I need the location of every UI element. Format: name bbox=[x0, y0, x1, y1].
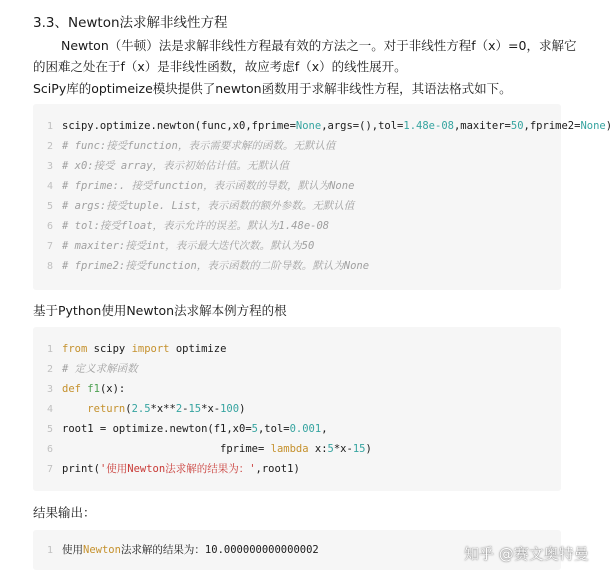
output-label: 结果输出： bbox=[33, 505, 96, 520]
code-text: print( bbox=[62, 463, 100, 475]
code-text: *x- bbox=[333, 443, 353, 455]
code-comment: # x0:接受 array，表示初始估计值。无默认值 bbox=[62, 160, 290, 172]
intro-paragraph-line-3: SciPy库的optimeize模块提供了newton函数用于求解非线性方程，其语法格式如下。 bbox=[33, 81, 512, 96]
intro-text-1: Newton（牛顿）法是求解非线性方程最有效的方法之一。对于非线性方程f（x）=0，求解它 bbox=[61, 38, 577, 53]
line-number: 2 bbox=[46, 364, 53, 375]
code-comment: # fprime:. 接受function，表示函数的导数，默认为None bbox=[62, 180, 355, 192]
code-keyword: lambda bbox=[270, 443, 309, 455]
intro-paragraph-line-2: 的困难之处在于f（x）是非线性函数，故应考虑f（x）的线性展开。 bbox=[33, 59, 407, 74]
code-text: (x): bbox=[99, 383, 126, 395]
code-line bbox=[33, 459, 561, 479]
code-comment: # func:接受function，表示需要求解的函数。无默认值 bbox=[62, 140, 336, 152]
code-number: 2 bbox=[175, 403, 183, 415]
code-text: ,args=(),tol= bbox=[321, 120, 404, 132]
code-comment: # tol:接受float，表示允许的误差。默认为1.48e-08 bbox=[62, 220, 330, 232]
zhihu-watermark: 知乎 @赛文奥特曼 bbox=[464, 545, 589, 563]
code-number: 50 bbox=[510, 120, 524, 132]
line-number: 4 bbox=[46, 181, 53, 192]
code-number: 0.001 bbox=[289, 423, 322, 435]
intro-paragraph-line-1 bbox=[33, 36, 593, 56]
code-string: '使用Newton法求解的结果为：' bbox=[99, 463, 256, 475]
code-block-syntax[interactable] bbox=[33, 104, 612, 290]
line-number: 7 bbox=[46, 241, 53, 252]
code-text: *x- bbox=[201, 403, 221, 415]
code-text: ,fprime2= bbox=[523, 120, 581, 132]
code-number: 15 bbox=[188, 403, 202, 415]
line-number: 1 bbox=[46, 545, 53, 556]
code-highlight: Newton bbox=[83, 544, 121, 556]
code-function-name: f1 bbox=[87, 383, 100, 395]
line-number: 3 bbox=[46, 161, 53, 172]
code-text: 法求解的结果为：10.000000000000002 bbox=[120, 544, 319, 556]
code-text: , bbox=[321, 423, 328, 435]
code-lines bbox=[33, 116, 612, 276]
code-number: 15 bbox=[352, 443, 366, 455]
code-line bbox=[33, 216, 561, 236]
code-text: ) bbox=[365, 443, 372, 455]
code-text: 使用 bbox=[62, 544, 83, 556]
code-number: 5 bbox=[251, 423, 258, 435]
code-line bbox=[33, 176, 561, 196]
code-number: 1.48e-08 bbox=[403, 120, 454, 132]
code-number: 2.5 bbox=[131, 403, 151, 415]
line-number: 7 bbox=[46, 464, 53, 475]
line-number: 2 bbox=[46, 141, 53, 152]
code-constant: None bbox=[580, 120, 606, 132]
code-text: ,tol= bbox=[257, 423, 290, 435]
code-text: x: bbox=[308, 443, 328, 455]
code-comment: # maxiter:接受int，表示最大迭代次数。默认为50 bbox=[62, 240, 315, 252]
code-keyword: def bbox=[62, 383, 81, 395]
code-keyword: from bbox=[62, 343, 88, 355]
code-line bbox=[33, 339, 561, 359]
line-number: 8 bbox=[46, 261, 53, 272]
code-line bbox=[33, 379, 561, 399]
code-constant: None bbox=[295, 120, 322, 132]
line-number: 6 bbox=[46, 221, 53, 232]
section-heading: 3.3、Newton法求解非线性方程 bbox=[33, 15, 228, 31]
code-text: ) bbox=[239, 403, 246, 415]
line-number: 1 bbox=[46, 344, 53, 355]
line-number: 5 bbox=[46, 201, 53, 212]
code-keyword: import bbox=[131, 343, 170, 355]
code-line bbox=[33, 439, 561, 459]
line-number: 3 bbox=[46, 384, 53, 395]
code-text: ,maxiter= bbox=[453, 120, 511, 132]
code-comment: # fprime2:接受function，表示函数的二阶导数。默认为None bbox=[62, 260, 370, 272]
code-keyword: return bbox=[87, 403, 126, 415]
code-text: scipy bbox=[87, 343, 132, 355]
code-text: ) bbox=[605, 120, 612, 132]
code-number: 5 bbox=[327, 443, 334, 455]
code-line bbox=[33, 256, 561, 276]
line-number: 5 bbox=[46, 424, 53, 435]
code-line bbox=[33, 116, 612, 136]
code-line bbox=[33, 419, 561, 439]
code-line bbox=[33, 236, 561, 256]
code-lines bbox=[33, 339, 561, 479]
code-text: *x** bbox=[150, 403, 176, 415]
code-line bbox=[33, 136, 561, 156]
code-text: fprime= bbox=[62, 443, 271, 455]
code-comment: # 定义求解函数 bbox=[62, 363, 138, 375]
line-number: 6 bbox=[46, 444, 53, 455]
code-line bbox=[33, 399, 561, 419]
code-text: ,root1) bbox=[255, 463, 300, 475]
code-block-example[interactable] bbox=[33, 327, 561, 491]
code-line bbox=[33, 359, 561, 379]
code-text: - bbox=[182, 403, 189, 415]
code-indent bbox=[62, 403, 87, 415]
code-text: optimize bbox=[169, 343, 227, 355]
code-line bbox=[33, 196, 561, 216]
line-number: 4 bbox=[46, 404, 53, 415]
code-line bbox=[33, 156, 561, 176]
code-text: scipy.optimize.newton(func,x0,fprime= bbox=[62, 120, 296, 132]
example-label: 基于Python使用Newton法求解本例方程的根 bbox=[33, 303, 287, 318]
code-text: ( bbox=[125, 403, 132, 415]
code-number: 100 bbox=[220, 403, 240, 415]
code-text: root1 = optimize.newton(f1,x0= bbox=[62, 423, 252, 435]
code-comment: # args:接受tuple. List，表示函数的额外参数。无默认值 bbox=[62, 200, 355, 212]
line-number: 1 bbox=[46, 121, 53, 132]
